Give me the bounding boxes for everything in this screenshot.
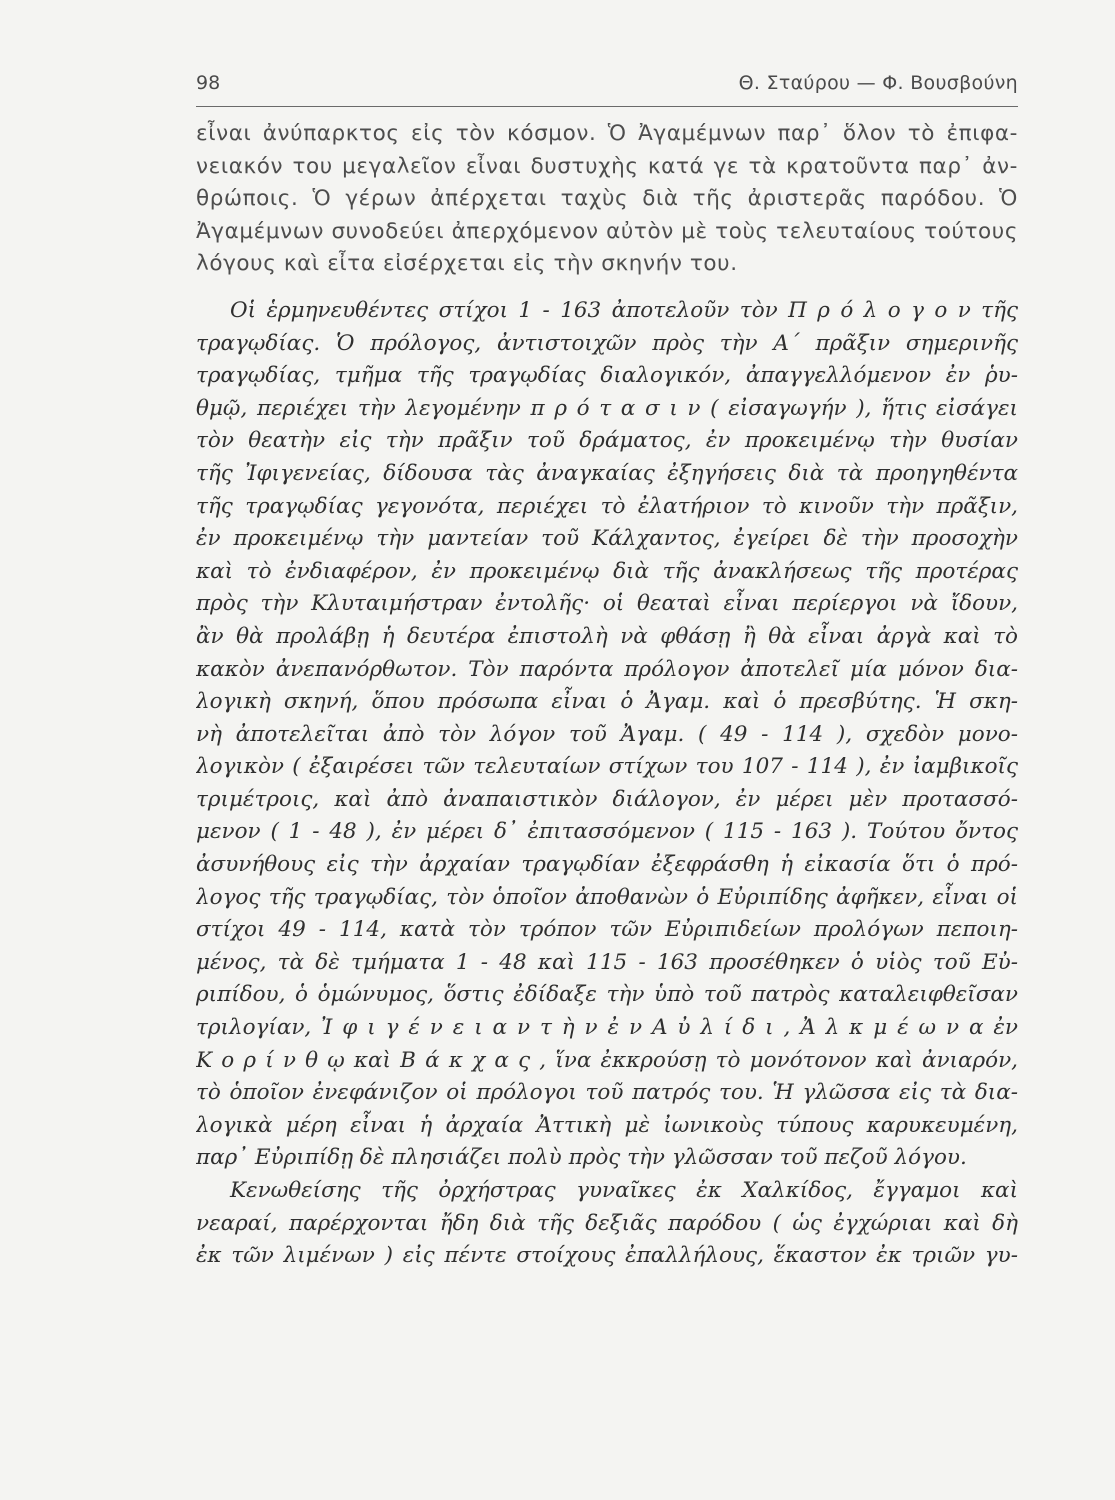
- text-line: τριμέτροις, καὶ ἀπὸ ἀναπαιστικὸν διάλογον, ἐν μέρει μὲν προτασσό-: [196, 786, 1018, 812]
- text-line: Κενωθείσης τῆς ὀρχήστρας γυναῖκες ἐκ Χαλκίδος, ἔγγαμοι καὶ: [230, 1178, 1018, 1203]
- text-line: λογικὴ σκηνή, ὅπου πρόσωπα εἶναι ὁ Ἀγαμ. καὶ ὁ πρεσβύτης. Ἡ σκη-: [196, 689, 1018, 715]
- text-line: θμῷ, περιέχει τὴν λεγομένην π ρ ό τ α σ ι ν ( εἰσαγωγήν ), ἥτις εἰσάγει: [196, 395, 1018, 421]
- text-line: μενον ( 1 - 48 ), ἐν μέρει δ᾽ ἐπιτασσόμενον ( 115 - 163 ). Τούτου ὄντος: [196, 819, 1018, 845]
- text-line: λογος τῆς τραγῳδίας, τὸν ὁποῖον ἀποθανὼν ὁ Εὐριπίδης ἀφῆκεν, εἶναι οἱ: [196, 884, 1018, 910]
- paragraph-1: [196, 118, 1018, 281]
- text-line: παρ᾽ Εὐριπίδῃ δὲ πλησιάζει πολὺ πρὸς τὴν γλῶσσαν τοῦ πεζοῦ λόγου.: [196, 1145, 967, 1171]
- text-line: Κ ο ρ ί ν θ ῳ καὶ Β ά κ χ α ς , ἵνα ἐκκρούσῃ τὸ μονότονον καὶ ἀνιαρόν,: [196, 1047, 1018, 1073]
- text-line: ἐκ τῶν λιμένων ) εἰς πέντε στοίχους ἐπαλλήλους, ἕκαστον ἐκ τριῶν γυ-: [196, 1243, 1018, 1269]
- text-line: κακὸν ἀνεπανόρθωτον. Τὸν παρόντα πρόλογον ἀποτελεῖ μία μόνον δια-: [196, 656, 1018, 682]
- text-line: στίχοι 49 - 114, κατὰ τὸν τρόπον τῶν Εὐριπιδείων προλόγων πεποιη-: [196, 917, 1018, 943]
- text-line: λογικὰ μέρη εἶναι ἡ ἀρχαία Ἀττικὴ μὲ ἰωνικοὺς τύπους καρυκευμένη,: [196, 1112, 1018, 1138]
- text-line: πρὸς τὴν Κλυταιμήστραν ἐντολῆς· οἱ θεαταὶ εἶναι περίεργοι νὰ ἴδουν,: [196, 591, 1018, 617]
- text-line: καὶ τὸ ἐνδιαφέρον, ἐν προκειμένῳ διὰ τῆς ἀνακλήσεως τῆς προτέρας: [196, 558, 1018, 584]
- running-head: [196, 70, 1018, 102]
- text-line: ἂν θὰ προλάβῃ ἡ δευτέρα ἐπιστολὴ νὰ φθάσῃ ἢ θὰ εἶναι ἀργὰ καὶ τὸ: [196, 623, 1018, 649]
- text-line: λόγους καὶ εἶτα εἰσέρχεται εἰς τὴν σκηνήν του.: [196, 251, 738, 277]
- text-line: μένος, τὰ δὲ τμήματα 1 - 48 καὶ 115 - 163 προσέθηκεν ὁ υἱὸς τοῦ Εὐ-: [196, 949, 1018, 975]
- text-line: Ἀγαμέμνων συνοδεύει ἀπερχόμενον αὐτὸν μὲ τοὺς τελευταίους τούτους: [196, 218, 1018, 244]
- page-number: 98: [196, 72, 221, 94]
- paragraph-2: [196, 295, 1018, 1175]
- text-line: τραγῳδίας. Ὁ πρόλογος, ἀντιστοιχῶν πρὸς τὴν Α΄ πρᾶξιν σημερινῆς: [196, 330, 1018, 356]
- text-line: τριλογίαν, Ἰ φ ι γ έ ν ε ι α ν τ ὴ ν ἐ ν Α ὐ λ ί δ ι , Ἀ λ κ μ έ ω ν α ἐν: [196, 1015, 1018, 1041]
- text-line: τῆς Ἰφιγενείας, δίδουσα τὰς ἀναγκαίας ἐξηγήσεις διὰ τὰ προηγηθέντα: [196, 460, 1018, 486]
- text-line: εἶναι ἀνύπαρκτος εἰς τὸν κόσμον. Ὁ Ἀγαμέμνων παρ᾽ ὅλον τὸ ἐπιφα-: [196, 121, 1018, 146]
- text-line: τὸν θεατὴν εἰς τὴν πρᾶξιν τοῦ δράματος, ἐν προκειμένῳ τὴν θυσίαν: [196, 428, 1018, 454]
- text-line: ριπίδου, ὁ ὁμώνυμος, ὅστις ἐδίδαξε τὴν ὑπὸ τοῦ πατρὸς καταλειφθεῖσαν: [196, 982, 1018, 1008]
- text-line: ἀσυνήθους εἰς τὴν ἀρχαίαν τραγῳδίαν ἐξεφράσθη ἡ εἰκασία ὅτι ὁ πρό-: [196, 852, 1018, 878]
- text-line: τραγῳδίας, τμῆμα τῆς τραγῳδίας διαλογικόν, ἀπαγγελλόμενον ἐν ῥυ-: [196, 363, 1018, 389]
- text-line: τῆς τραγῳδίας γεγονότα, περιέχει τὸ ἐλατήριον τὸ κινοῦν τὴν πρᾶξιν,: [196, 493, 1018, 519]
- text-line: νεαραί, παρέρχονται ἤδη διὰ τῆς δεξιᾶς παρόδου ( ὡς ἐγχώριαι καὶ δὴ: [196, 1210, 1018, 1236]
- text-line: ἐν προκειμένῳ τὴν μαντείαν τοῦ Κάλχαντος, ἐγείρει δὲ τὴν προσοχὴν: [196, 526, 1018, 552]
- text-line: λογικὸν ( ἐξαιρέσει τῶν τελευταίων στίχων του 107 - 114 ), ἐν ἰαμβικοῖς: [196, 754, 1018, 780]
- header-rule: [196, 106, 1018, 107]
- body-text: [196, 118, 1018, 1273]
- text-line: Οἱ ἑρμηνευθέντες στίχοι 1 - 163 ἀποτελοῦν τὸν Π ρ ό λ ο γ ο ν τῆς: [230, 297, 1018, 323]
- text-line: θρώποις. Ὁ γέρων ἀπέρχεται ταχὺς διὰ τῆς ἀριστερᾶς παρόδου. Ὁ: [196, 186, 1018, 212]
- running-head-authors: Θ. Σταύρου — Φ. Βουσβούνη: [738, 72, 1018, 94]
- paragraph-spacer: [196, 281, 1018, 295]
- paragraph-3: [196, 1175, 1018, 1273]
- text-line: τὸ ὁποῖον ἐνεφάνιζον οἱ πρόλογοι τοῦ πατρός του. Ἡ γλῶσσα εἰς τὰ δια-: [196, 1080, 1018, 1106]
- text-line: νειακόν του μεγαλεῖον εἶναι δυστυχὴς κατά γε τὰ κρατοῦντα παρ᾽ ἀν-: [196, 153, 1018, 179]
- text-line: νὴ ἀποτελεῖται ἀπὸ τὸν λόγον τοῦ Ἀγαμ. ( 49 - 114 ), σχεδὸν μονο-: [196, 721, 1018, 747]
